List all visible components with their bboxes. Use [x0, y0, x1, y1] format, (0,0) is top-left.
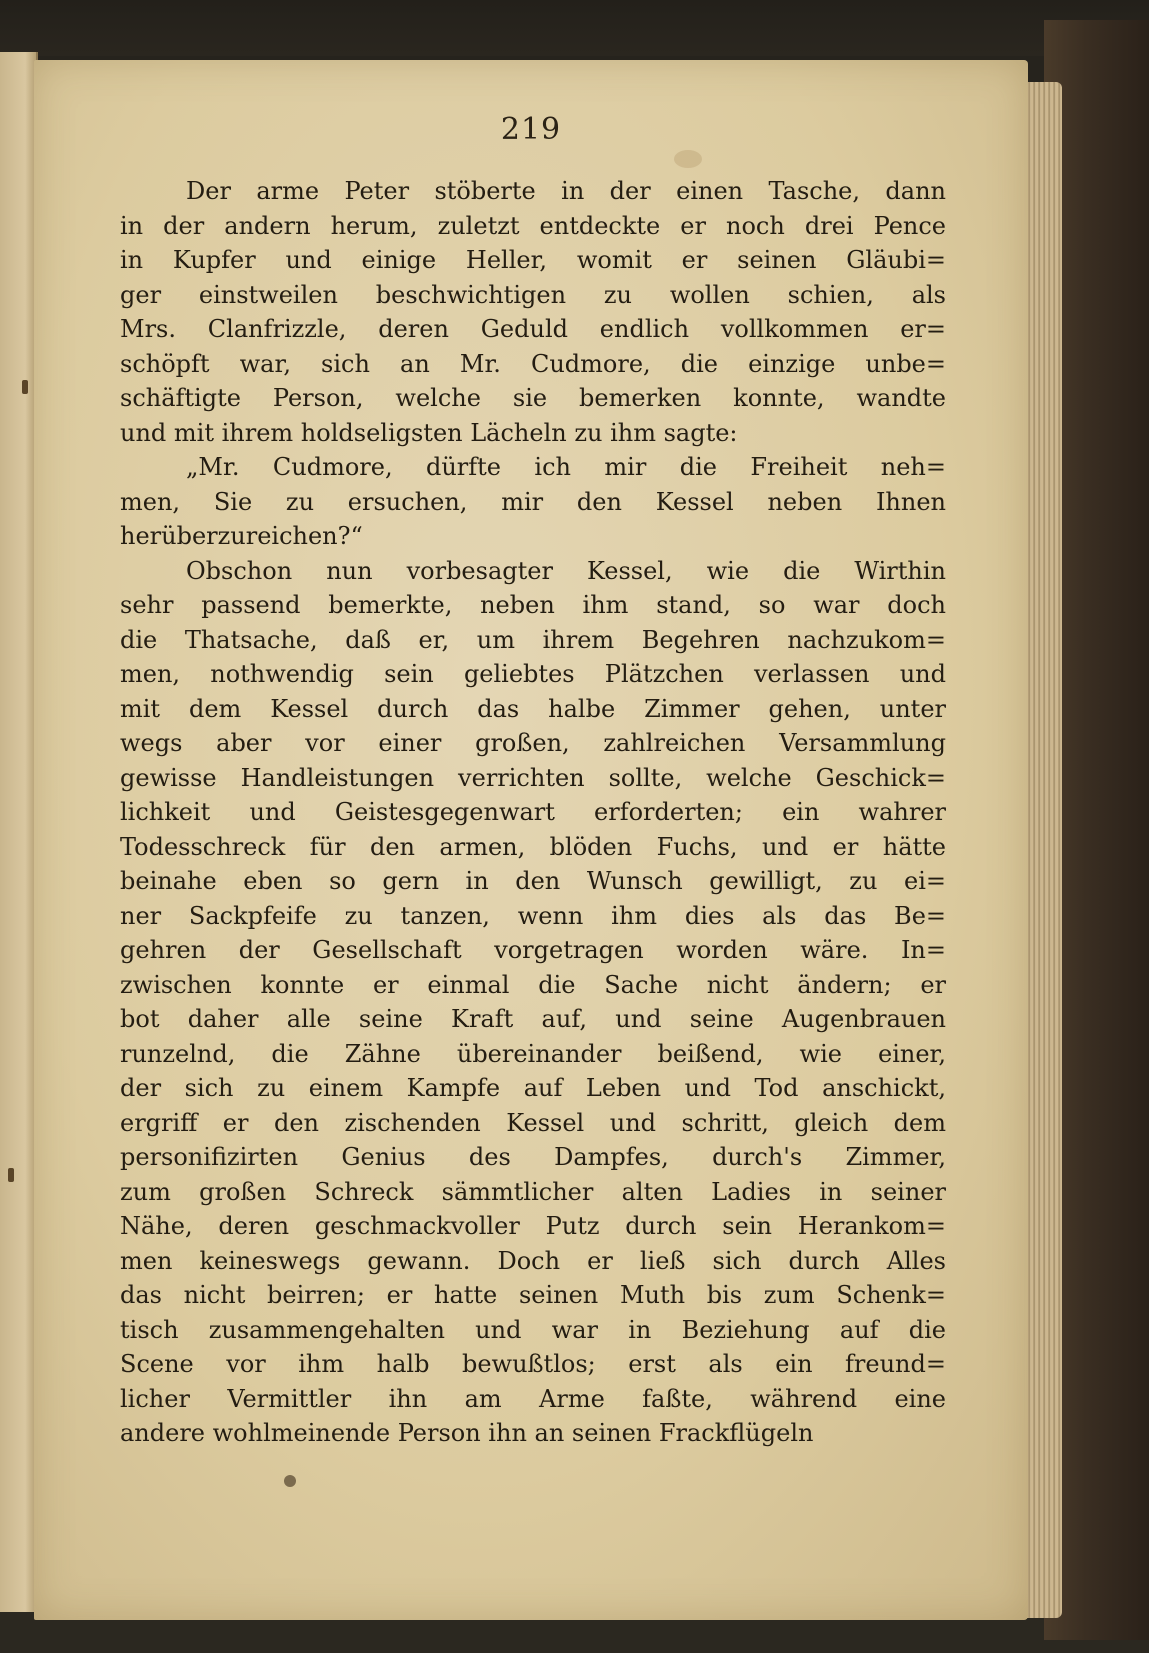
- text-line: sehr passend bemerkte, neben ihm stand, so war doch: [120, 591, 946, 619]
- text-line: Mrs. Clanfrizzle, deren Geduld endlich vollkommen er=: [120, 315, 946, 343]
- text-line: licher Vermittler ihn am Arme faßte, während eine: [120, 1384, 946, 1413]
- text-line: schäftigte Person, welche sie bemerken konnte, wandte: [120, 384, 946, 412]
- text-line: Nähe, deren geschmackvoller Putz durch sein Herankom=: [120, 1212, 946, 1240]
- text-line: zwischen konnte er einmal die Sache nicht ändern; er: [120, 970, 946, 999]
- text-line: ger einstweilen beschwichtigen zu wollen schien, als: [120, 280, 946, 309]
- page-number: 219: [500, 112, 562, 147]
- text-line: lichkeit und Geistesgegenwart erforderten; ein wahrer: [120, 798, 946, 826]
- text-line: gewisse Handleistungen verrichten sollte, welche Geschick=: [120, 763, 946, 792]
- text-line: in der andern herum, zuletzt entdeckte er noch drei Pence: [120, 211, 946, 240]
- text-line: „Mr. Cudmore, dürfte ich mir die Freiheit neh=: [186, 453, 946, 481]
- margin-mark: [8, 1168, 14, 1182]
- text-line: mit dem Kessel durch das halbe Zimmer gehen, unter: [120, 694, 946, 723]
- text-line: herüberzureichen?“: [120, 522, 363, 550]
- text-line: andere wohlmeinende Person ihn an seinen Frackflügeln: [120, 1419, 814, 1447]
- text-line: Der arme Peter stöberte in der einen Tasche, dann: [186, 177, 946, 205]
- page-stain: [674, 150, 702, 168]
- text-line: men, Sie zu ersuchen, mir den Kessel neben Ihnen: [120, 487, 946, 516]
- text-line: der sich zu einem Kampfe auf Leben und Tod anschickt,: [120, 1074, 946, 1102]
- background-top: [0, 0, 1149, 56]
- text-line: gehren der Gesellschaft vorgetragen worden wäre. In=: [120, 936, 946, 964]
- text-line: men, nothwendig sein geliebtes Plätzchen verlassen und: [120, 660, 946, 688]
- text-line: beinahe eben so gern in den Wunsch gewilligt, zu ei=: [120, 867, 946, 895]
- text-line: bot daher alle seine Kraft auf, und seine Augenbrauen: [120, 1005, 946, 1033]
- text-line: Todesschreck für den armen, blöden Fuchs, und er hätte: [120, 832, 946, 861]
- margin-mark: [22, 380, 28, 394]
- text-line: ner Sackpfeife zu tanzen, wenn ihm dies als das Be=: [120, 901, 946, 930]
- text-line: in Kupfer und einige Heller, womit er seinen Gläubi=: [120, 246, 946, 274]
- facing-page-edge: [0, 52, 38, 1612]
- text-line: und mit ihrem holdseligsten Lächeln zu ihm sagte:: [120, 418, 738, 447]
- text-line: men keineswegs gewann. Doch er ließ sich durch Alles: [120, 1246, 946, 1275]
- text-line: die Thatsache, daß er, um ihrem Begehren nachzukom=: [120, 625, 946, 654]
- text-line: personifizirten Genius des Dampfes, durch's Zimmer,: [120, 1143, 946, 1171]
- book-page: [34, 60, 1028, 1620]
- text-line: schöpft war, sich an Mr. Cudmore, die einzige unbe=: [120, 349, 946, 378]
- text-line: runzelnd, die Zähne übereinander beißend, wie einer,: [120, 1039, 946, 1068]
- text-line: Scene vor ihm halb bewußtlos; erst als ein freund=: [120, 1350, 946, 1378]
- text-line: tisch zusammengehalten und war in Beziehung auf die: [120, 1315, 946, 1344]
- body-text: [120, 174, 946, 1451]
- text-line: wegs aber vor einer großen, zahlreichen Versammlung: [120, 729, 946, 757]
- page-stain: [284, 1475, 296, 1487]
- text-line: Obschon nun vorbesagter Kessel, wie die Wirthin: [186, 556, 946, 585]
- text-line: ergriff er den zischenden Kessel und schritt, gleich dem: [120, 1108, 946, 1137]
- text-line: das nicht beirren; er hatte seinen Muth bis zum Schenk=: [120, 1281, 946, 1309]
- text-line: zum großen Schreck sämmtlicher alten Ladies in seiner: [120, 1177, 946, 1206]
